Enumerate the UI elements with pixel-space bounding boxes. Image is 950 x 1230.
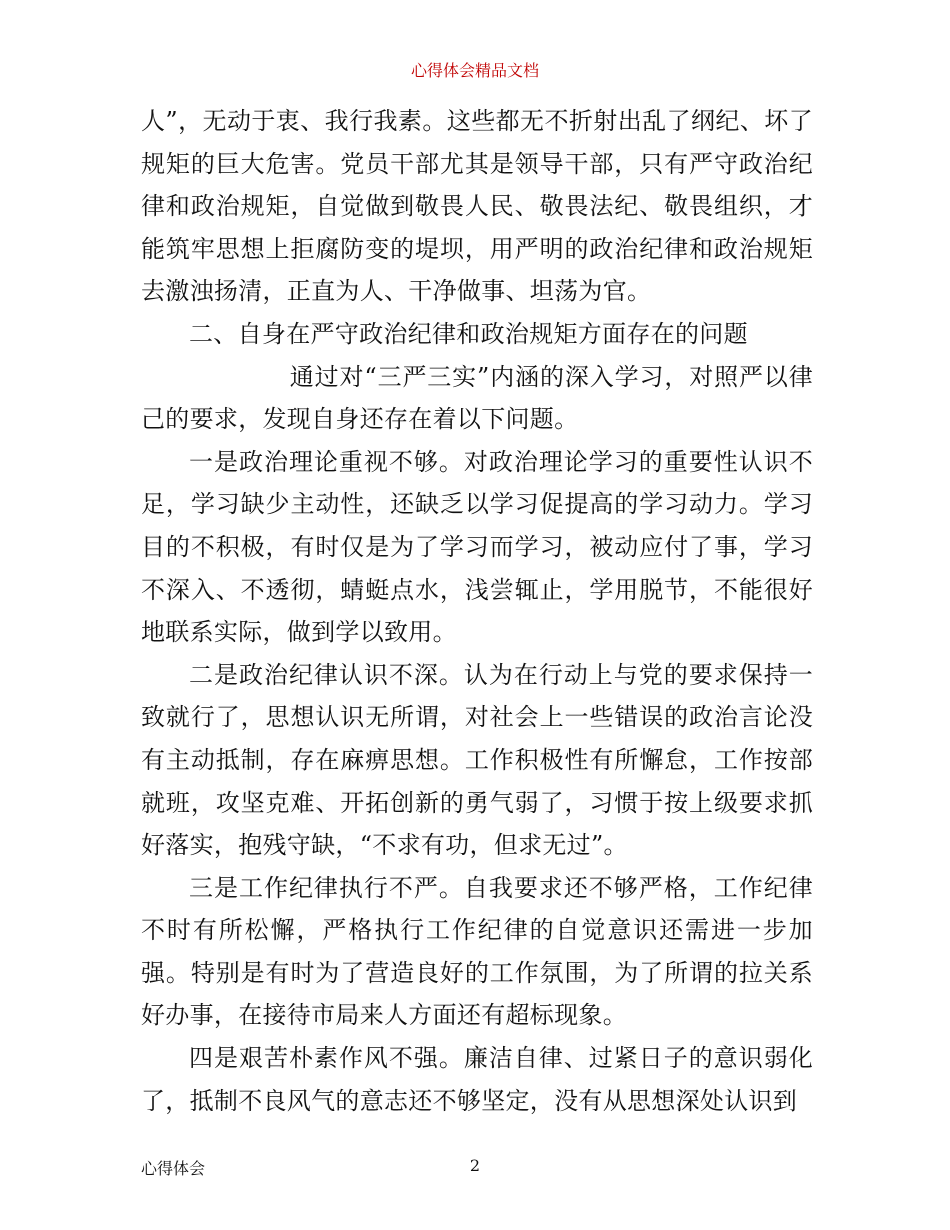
footer-label: 心得体会: [141, 1159, 206, 1178]
paragraph-item-3: 三是工作纪律执行不严。自我要求还不够严格，工作纪律不时有所松懈，严格执行工作纪律的自觉意识还需进一步加强。特别是有时为了营造良好的工作氛围，为了所谓的拉关系好办事，在接待市局来人方面还有超标现象。: [141, 873, 813, 1030]
paragraph-item-1: 一是政治理论重视不够。对政治理论学习的重要性认识不足，学习缺少主动性，还缺乏以学习促提高的学习动力。学习目的不积极，有时仅是为了学习而学习，被动应付了事，学习不深入、不透彻，蜻蜓点水，浅尝辄止，学用脱节，不能很好地联系实际，做到学以致用。: [141, 447, 813, 647]
paragraph-continuation: 人”，无动于衷、我行我素。这些都无不折射出乱了纲纪、坏了规矩的巨大危害。党员干部尤其是领导干部，只有严守政治纪律和政治规矩，自觉做到敬畏人民、敬畏法纪、敬畏组织，才能筑牢思想上拒腐防变的堤坝，用严明的政治纪律和政治规矩去激浊扬清，正直为人、干净做事、坦荡为官。: [141, 107, 813, 306]
page-number: 2: [469, 1156, 481, 1175]
page-header-title: 心得体会精品文档: [410, 61, 539, 80]
paragraph-item-4: 四是艰苦朴素作风不强。廉洁自律、过紧日子的意识弱化了，抵制不良风气的意志还不够坚定，没有从思想深处认识到: [141, 1044, 813, 1115]
paragraph-item-2: 二是政治纪律认识不深。认为在行动上与党的要求保持一致就行了，思想认识无所谓，对社会上一些错误的政治言论没有主动抵制，存在麻痹思想。工作积极性有所懈怠，工作按部就班，攻坚克难、开拓创新的勇气弱了，习惯于按上级要求抓好落实，抱残守缺，“不求有功，但求无过”。: [141, 660, 813, 860]
document-body: [141, 100, 813, 1122]
section-heading: 二、自身在严守政治纪律和政治规矩方面存在的问题: [189, 319, 748, 348]
paragraph-intro: 通过对“三严三实”内涵的深入学习，对照严以律己的要求，发现自身还存在着以下问题。: [141, 362, 813, 434]
